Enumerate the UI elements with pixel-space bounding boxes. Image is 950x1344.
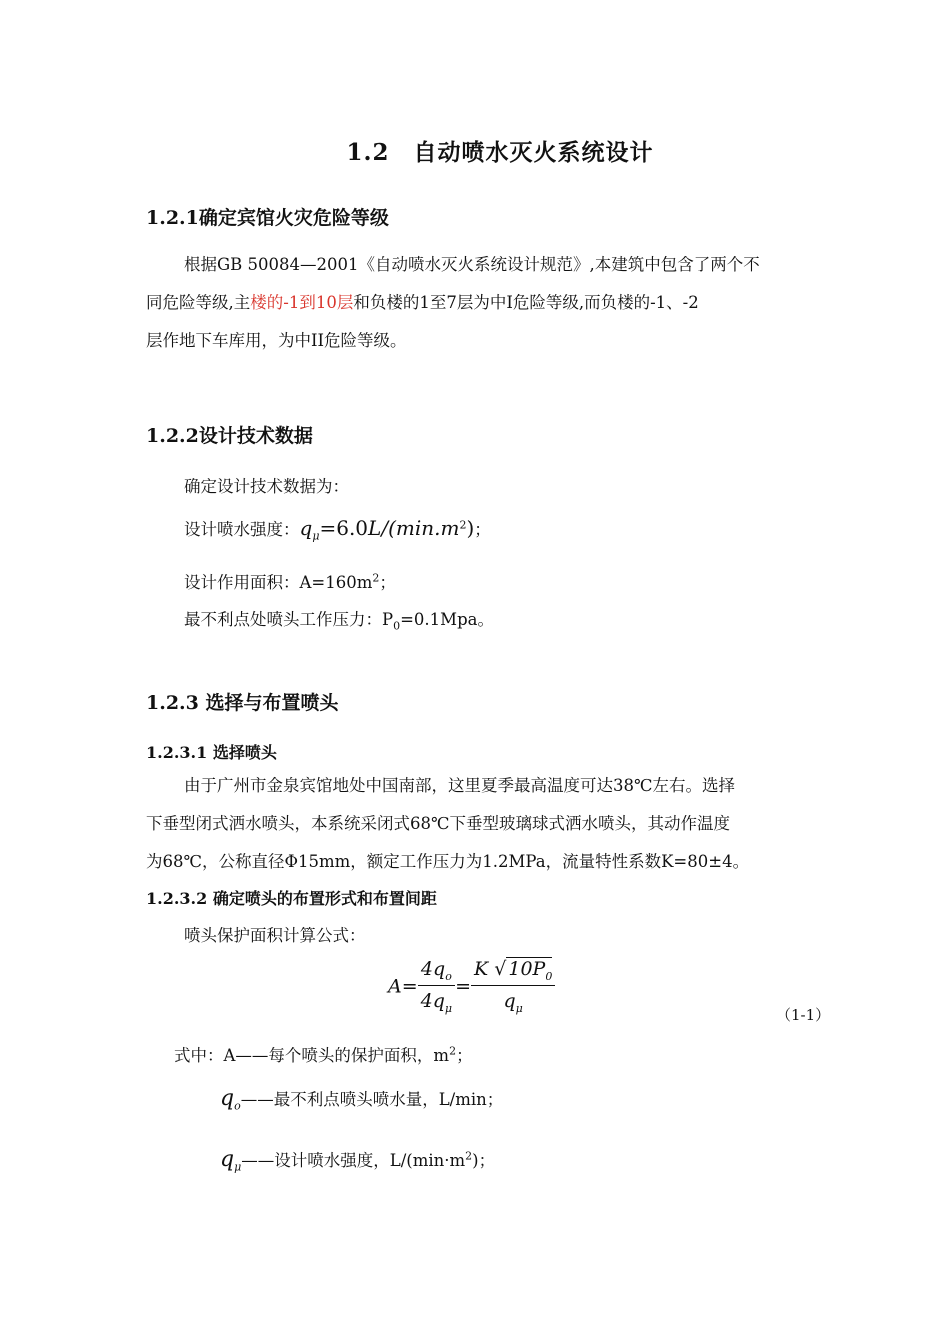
subscript: μ	[312, 529, 320, 543]
symbol: q	[220, 1086, 235, 1111]
eq-equals: =	[455, 975, 471, 998]
eq-term: 10P	[508, 958, 546, 980]
intro-text: 喷头保护面积计算公式：	[184, 926, 366, 945]
definition-q-o	[220, 1086, 503, 1112]
highlighted-text: 楼的-1到10层	[250, 293, 354, 312]
eq-term: K	[474, 958, 489, 980]
symbol: q	[220, 1147, 235, 1172]
fraction	[471, 958, 555, 1015]
equation-number: （1-1）	[776, 1006, 831, 1024]
paragraph-line: 由于广州市金泉宾馆地处中国南部，这里夏季最高温度可达38℃左右。选择	[184, 776, 735, 795]
eq-term: 4q	[420, 989, 445, 1012]
where-line	[174, 1042, 473, 1066]
text-run: 同危险等级,主	[146, 293, 251, 312]
sqrt-symbol: √	[494, 958, 507, 980]
denominator	[418, 986, 455, 1015]
numerator	[418, 958, 455, 986]
superscript: 2	[372, 571, 380, 585]
subscript: o	[445, 969, 452, 983]
value: =0.1Mpa。	[400, 610, 494, 629]
definition-text: ——最不利点喷头喷水量，L/min；	[240, 1090, 504, 1109]
formula-symbol: q	[299, 516, 313, 540]
page-title: 1.2 自动喷水灭火系统设计	[346, 139, 654, 166]
intro-text: 确定设计技术数据为：	[184, 477, 349, 496]
subscript: μ	[234, 1160, 242, 1174]
definition-text: ——设计喷水强度，L/(min·m	[241, 1151, 466, 1170]
definition-q-mu	[220, 1147, 495, 1173]
section-heading-1-2-3: 1.2.3 选择与布置喷头	[146, 692, 339, 714]
subscript: μ	[515, 1001, 523, 1015]
superscript: 2	[465, 1149, 473, 1163]
paragraph-line: 根据GB 50084—2001《自动喷水灭火系统设计规范》,本建筑中包含了两个不	[184, 255, 760, 274]
eq-lhs: A=	[388, 975, 418, 998]
superscript: 2	[449, 1044, 457, 1058]
punctuation: ；	[379, 573, 396, 592]
sqrt-body	[506, 957, 553, 983]
label: 设计作用面积：A=160m	[184, 573, 373, 592]
paragraph-line: 层作地下车库用，为中II危险等级。	[146, 331, 407, 350]
paragraph-line	[146, 284, 699, 321]
paragraph-line: 为68℃，公称直径Φ15mm，额定工作压力为1.2MPa，流量特性系数K=80±4。	[146, 852, 750, 871]
subscript: 0	[545, 969, 553, 983]
subsection-heading-1-2-3-1: 1.2.3.1 选择喷头	[146, 743, 277, 762]
equation-1-1	[388, 958, 555, 1015]
eq-term: q	[503, 989, 516, 1012]
eq-term: 4q	[420, 958, 446, 980]
subsection-heading-1-2-3-2: 1.2.3.2 确定喷头的布置形式和布置间距	[146, 889, 437, 908]
section-heading-1-2-1: 1.2.1确定宾馆火灾危险等级	[146, 207, 389, 229]
fraction	[418, 958, 455, 1015]
label: 最不利点处喷头工作压力：P	[184, 610, 394, 629]
punctuation: ；	[456, 1046, 473, 1065]
punctuation: )；	[472, 1151, 496, 1170]
formula-unit: L/(min.m	[368, 516, 460, 540]
punctuation: ；	[474, 520, 491, 539]
formula-paren: )	[466, 516, 475, 540]
subscript: μ	[444, 1001, 453, 1015]
label: 设计喷水强度：	[184, 520, 300, 539]
intensity-line	[184, 516, 491, 542]
denominator	[471, 986, 555, 1015]
formula-value: =6.0	[319, 516, 369, 540]
section-heading-1-2-2: 1.2.2设计技术数据	[146, 425, 313, 447]
subscript: o	[234, 1099, 241, 1113]
superscript: 2	[459, 518, 467, 532]
label: 式中：A——每个喷头的保护面积，m	[174, 1046, 450, 1065]
area-line	[184, 569, 396, 593]
subscript: 0	[393, 619, 401, 633]
pressure-line	[184, 606, 494, 632]
text-run: 和负楼的1至7层为中I危险等级,而负楼的-1、-2	[353, 293, 699, 312]
numerator	[471, 958, 555, 986]
paragraph-line: 下垂型闭式洒水喷头，本系统采闭式68℃下垂型玻璃球式洒水喷头，其动作温度	[146, 814, 730, 833]
